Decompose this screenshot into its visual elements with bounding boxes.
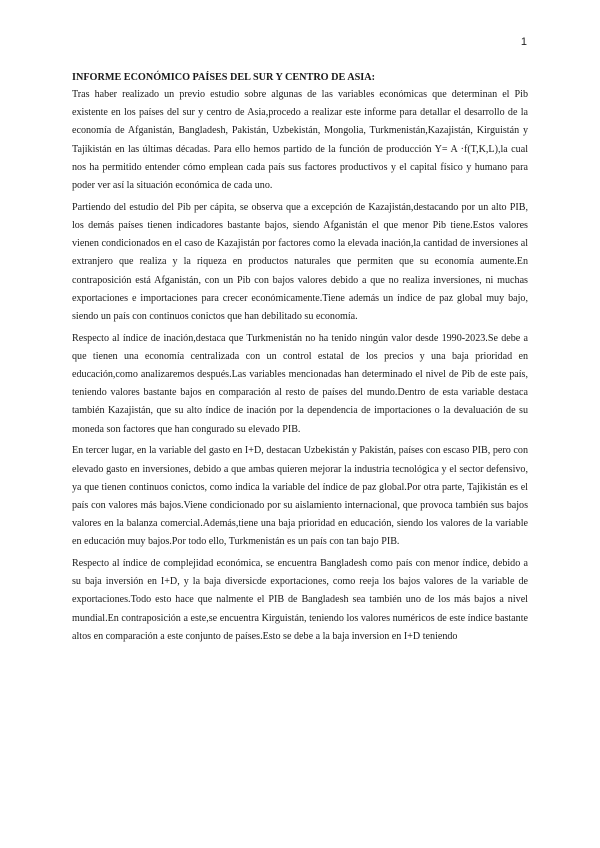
paragraph-rd-spending: En tercer lugar, en la variable del gasto en I+D, destacan Uzbekistán y Pakistán, países con escaso PIB, pero con elevado gasto en inversiones, debido a que ambas quieren mejorar la industria tecnológica y el sector defensivo, ya que tienen continuos conictos, como indica la variable del índice de paz global.Por otra parte, Tajikistán es el país con valores más bajos.Viene condicionado por su aislamiento internacional, que provoca también sus bajos valores en la balanza comercial.Además,tiene una baja prioridad en educación, siendo los valores de la variable en educación muy bajos.Por todo ello, Turkmenistán es un país con tan bajo PIB. xyxy=(72,445,528,548)
paragraph-inflation: Respecto al índice de inación,destaca que Turkmenistán no ha tenido ningún valor desde 1990-2023.Se debe a que tienen una economía centralizada con un control estatal de los precios y una baja prioridad en educación,como analizaremos después.Las variables mencionadas han determinado el nivel de Pib de este país, teniendo valores bastante bajos en comparación al resto de países del mundo.Dentro de esta variable destaca también Kazajistán, que su alto índice de inación por la dependencia de importaciones o la devaluación de su moneda son factores que han congurado su elevado PIB. xyxy=(72,332,528,435)
paragraph-economic-complexity: Respecto al índice de complejidad económica, se encuentra Bangladesh como país con menor índice, debido a su baja inversión en I+D, y la baja diversicde exportaciones, como reeja los bajos valores de la variable de exportaciones.Todo esto hace que nalmente el PIB de Bangladesh sea también uno de los más bajos a nivel mundial.En contraposición a este,se encuentra Kirguistán, teniendo los valores numéricos de este índice bastante altos en comparación a este conjunto de países.Esto se debe a la baja inversion en I+D teniendo xyxy=(72,558,528,642)
page-number: 1 xyxy=(520,36,527,48)
document-title: INFORME ECONÓMICO PAÍSES DEL SUR Y CENTRO DE ASIA: xyxy=(72,72,376,83)
paragraph-pib-per-capita: Partiendo del estudio del Pib per cápita, se observa que a excepción de Kazajistán,destacando por un alto PIB, los demás países tienen indicadores bastante bajos, siendo Afganistán el que menor Pib tiene.Estos valores vienen condicionados en el caso de Kazajistán por factores como la elevada inación,la cantidad de inversiones al extranjero que realiza y la riqueza en productos naturales que permiten que su economía aumente.En contraposición está Afganistán, con un Pib con bajos valores debido a que no realiza inversiones, ni muchas exportaciones e importaciones para crecer económicamente.Tiene además un índice de paz global muy bajo, siendo un país con continuos conictos que han debilitado su economía. xyxy=(72,201,528,322)
paragraph-introduction: Tras haber realizado un previo estudio sobre algunas de las variables económicas que determinan el Pib existente en los países del sur y centro de Asia,procedo a realizar este informe para detallar el desarrollo de la economía de Afganistán, Bangladesh, Pakistán, Uzbekistán, Mongolia, Turkmenistán,Kazajistán, Kirguistán y Tajikistán en las últimas décadas. Para ello hemos partido de la función de producción Y= A ·f(T,K,L),la cual nos ha permitido entender cómo emplean cada país sus factores productivos y el capital físico y humano para poder ver así la situación económica de cada uno. xyxy=(72,89,528,192)
document-body xyxy=(72,69,528,650)
